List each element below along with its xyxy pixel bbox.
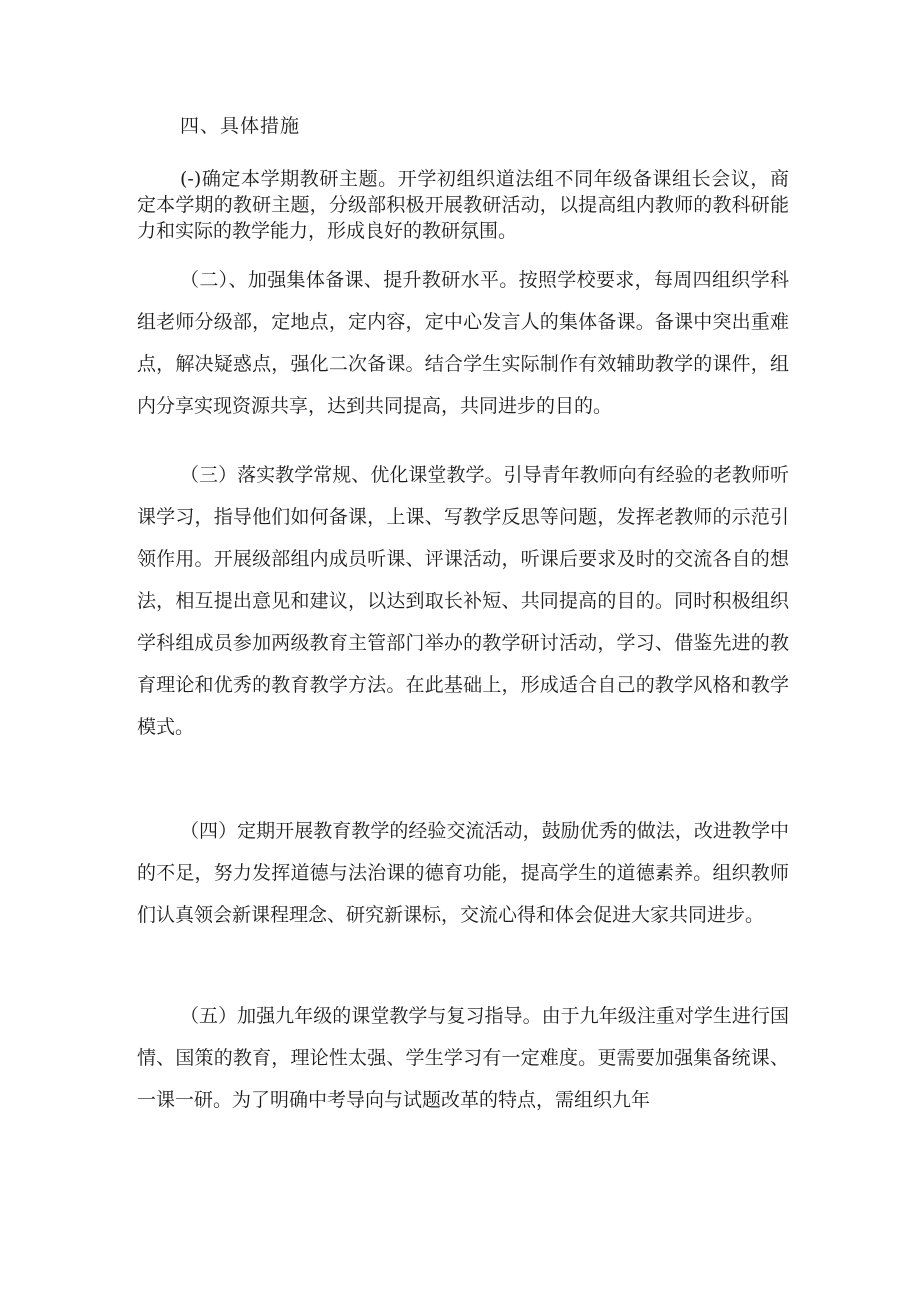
- paragraph-3: （三）落实教学常规、优化课堂教学。引导青年教师向有经验的老教师听课学习，指导他们如何备课，上课、写教学反思等问题，发挥老教师的示范引领作用。开展级部组内成员听课、评课活动，听课后要求及时的交流各自的想法，相互提出意见和建议，以达到取长补短、共同提高的目的。同时积极组织学科组成员参加两级教育主管部门举办的教学研讨活动，学习、借鉴先进的教育理论和优秀的教育教学方法。在此基础上，形成适合自己的教学风格和教学模式。: [137, 464, 789, 738]
- paragraph-2: （二）、加强集体备课、提升教研水平。按照学校要求，每周四组织学科组老师分级部，定地点，定内容，定中心发言人的集体备课。备课中突出重难点，解决疑惑点，强化二次备课。结合学生实际制作有效辅助教学的课件，组内分享实现资源共享，达到共同提高，共同进步的目的。: [137, 269, 789, 417]
- paragraph-4: （四）定期开展教育教学的经验交流活动，鼓励优秀的做法，改进教学中的不足，努力发挥道德与法治课的德育功能，提高学生的道德素养。组织教师们认真领会新课程理念、研究新课标，交流心得和体会促进大家共同进步。: [137, 820, 789, 926]
- section-heading: 四、具体措施: [180, 115, 301, 137]
- paragraph-1: (-)确定本学期教研主题。开学初组织道法组不同年级备课组长会议，商定本学期的教研主题，分级部积极开展教研活动，以提高组内教师的教科研能力和实际的教学能力，形成良好的教研氛围。: [137, 168, 789, 242]
- paragraph-5: （五）加强九年级的课堂教学与复习指导。由于九年级注重对学生进行国情、国策的教育，理论性太强、学生学习有一定难度。更需要加强集备统课、一课一研。为了明确中考导向与试题改革的特点，需组织九年: [137, 1005, 789, 1111]
